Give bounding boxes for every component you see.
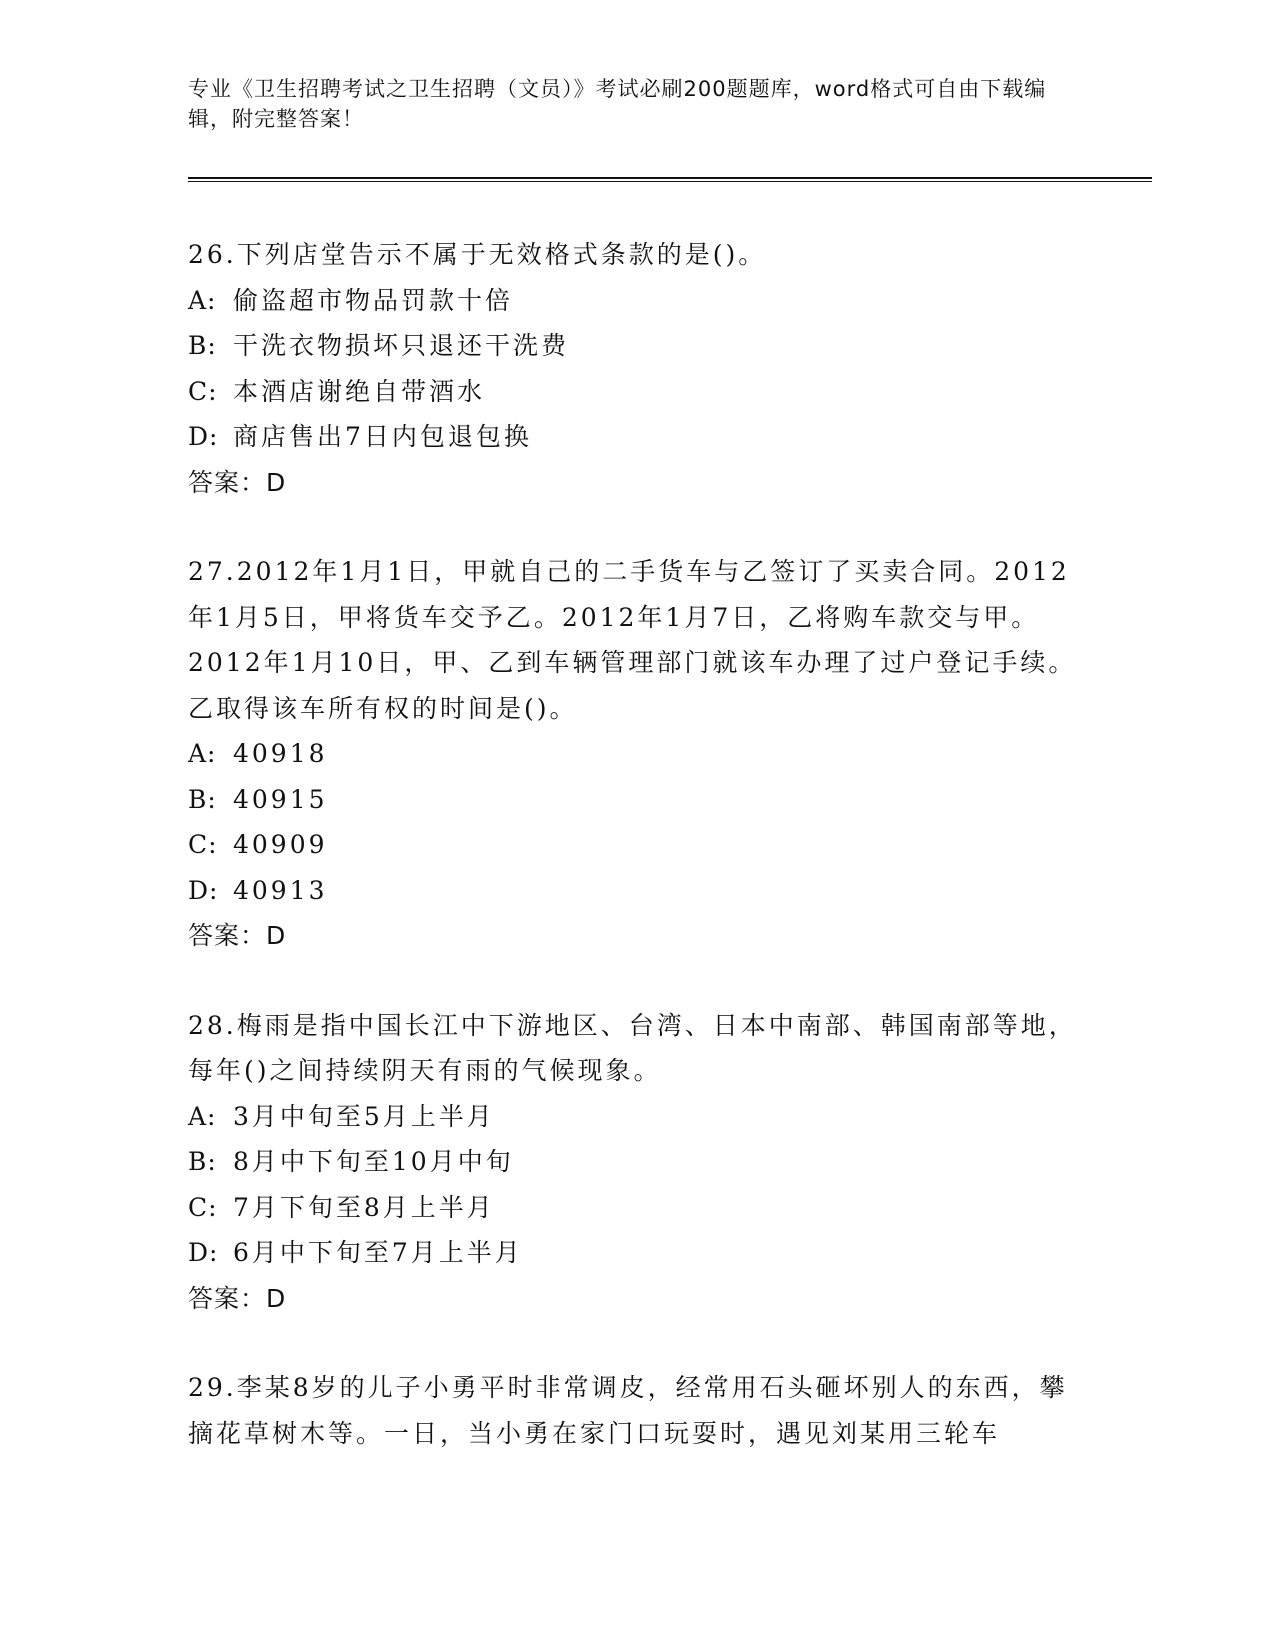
option-key: B: — [188, 1147, 217, 1176]
option-text: 本酒店谢绝自带酒水 — [233, 376, 486, 406]
option-key: D: — [188, 875, 219, 905]
option-a — [188, 731, 1088, 777]
answer-line: 答案：D — [188, 467, 287, 497]
option-text: 40918 — [233, 739, 328, 768]
question-29 — [188, 1365, 1088, 1456]
option-key: A: — [188, 1101, 217, 1131]
answer-line: 答案：D — [188, 1283, 287, 1313]
option-d — [188, 868, 1088, 914]
option-c — [188, 369, 1088, 415]
question-stem: 27.2012年1月1日，甲就自己的二手货车与乙签订了买卖合同。2012年1月5日，甲将货车交予乙。2012年1月7日，乙将购车款交与甲。2012年1月10日，甲、乙到车辆管理部门就该车办理了过户登记手续。乙取得该车所有权的时间是()。 — [188, 557, 1077, 723]
option-d — [188, 414, 1088, 460]
option-key: C: — [188, 830, 218, 859]
question-stem: 29.李某8岁的儿子小勇平时非常调皮，经常用石头砸坏别人的东西，攀摘花草树木等。一日，当小勇在家门口玩耍时，遇见刘某用三轮车 — [188, 1373, 1068, 1448]
option-text: 商店售出7日内包退包换 — [233, 422, 532, 451]
option-text: 3月中旬至5月上半月 — [233, 1101, 495, 1131]
option-key: C: — [188, 376, 218, 406]
header-divider — [188, 177, 1152, 182]
answer-line: 答案：D — [188, 921, 287, 950]
header-title: 专业《卫生招聘考试之卫生招聘（文员）》考试必刷200题题库，word格式可自由下载编辑，附完整答案！ — [188, 77, 1047, 131]
question-28 — [188, 1003, 1088, 1322]
option-text: 8月中下旬至10月中旬 — [233, 1147, 514, 1176]
option-key: B: — [188, 784, 217, 814]
question-27 — [188, 549, 1088, 959]
option-c — [188, 822, 1088, 868]
option-c — [188, 1185, 1088, 1231]
option-text: 偷盗超市物品罚款十倍 — [233, 285, 514, 315]
option-b — [188, 323, 1088, 369]
option-a — [188, 278, 1088, 324]
option-key: B: — [188, 331, 217, 360]
option-text: 40913 — [233, 875, 328, 905]
option-a — [188, 1094, 1088, 1140]
option-text: 6月中下旬至7月上半月 — [233, 1238, 523, 1267]
question-26 — [188, 232, 1088, 505]
option-key: A: — [188, 285, 217, 315]
option-key: D: — [188, 422, 219, 451]
option-b — [188, 777, 1088, 823]
question-stem: 26.下列店堂告示不属于无效格式条款的是()。 — [188, 240, 767, 269]
option-text: 40915 — [233, 784, 328, 814]
question-list — [188, 232, 1088, 1500]
option-key: D: — [188, 1238, 219, 1267]
question-stem: 28.梅雨是指中国长江中下游地区、台湾、日本中南部、韩国南部等地，每年()之间持续阴天有雨的气候现象。 — [188, 1010, 1077, 1085]
option-text: 干洗衣物损坏只退还干洗费 — [233, 331, 570, 360]
document-header — [188, 74, 1088, 134]
option-b — [188, 1139, 1088, 1185]
option-key: A: — [188, 739, 217, 768]
option-key: C: — [188, 1192, 218, 1222]
option-d — [188, 1230, 1088, 1276]
option-text: 40909 — [233, 830, 328, 859]
option-text: 7月下旬至8月上半月 — [233, 1192, 495, 1222]
